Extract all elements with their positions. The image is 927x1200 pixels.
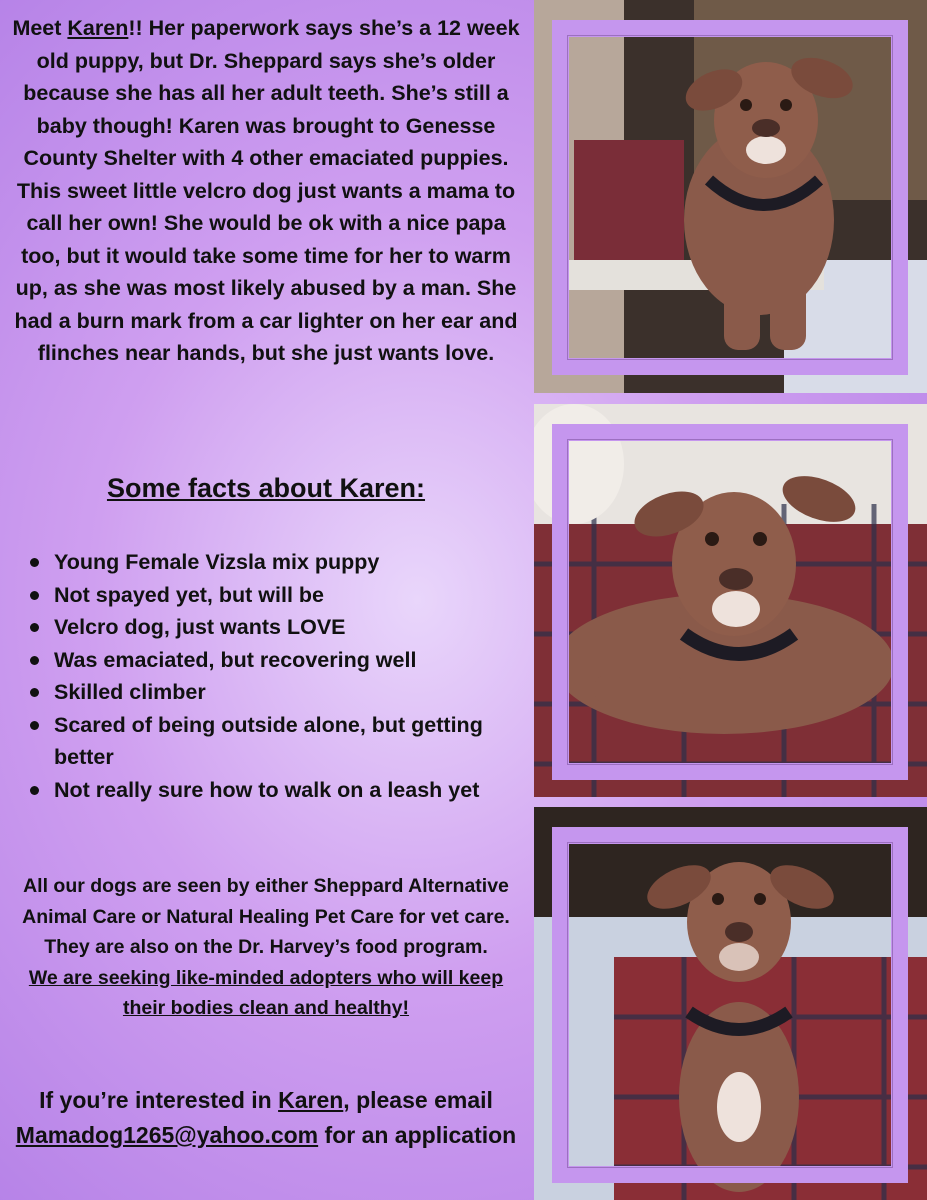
bullet-icon (30, 656, 39, 665)
intro-text-body: !! Her paperwork says she’s a 12 week old puppy, but Dr. Sheppard says she’s older because she has all her adult teeth. She’s still a baby though! Karen was brought to Genesse County Shelter with 4 other emaciated puppies. This sweet little velcro dog just wants a mama to call her own! She would be ok with a nice papa too, but it would take some time for her to warm up, as she was most likely abused by a man. She had a burn mark from a car lighter on her ear and flinches near hands, but she just wants love. (14, 16, 520, 365)
vet-care-paragraph (10, 871, 522, 1024)
fact-item: Scared of being outside alone, but getting better (26, 709, 516, 774)
adopter-requirement: We are seeking like-minded adopters who will keep their bodies clean and healthy! (28, 966, 504, 1019)
photo-frame (552, 424, 908, 780)
dog-photo-2 (534, 404, 927, 797)
contact-paragraph: If you’re interested in Karen, please email Mamadog1265@yahoo.com for an application (15, 1087, 517, 1148)
facts-heading: Some facts about Karen: (106, 473, 426, 503)
fact-item: Skilled climber (26, 676, 516, 709)
fact-item: Not spayed yet, but will be (26, 579, 516, 612)
bullet-icon (30, 721, 39, 730)
dog-photo-1 (534, 0, 927, 393)
intro-paragraph (10, 12, 522, 370)
email-link[interactable]: Mamadog1265@yahoo.com (15, 1122, 319, 1148)
vet-care-text: All our dogs are seen by either Sheppard Alternative Animal Care or Natural Healing Pet Care for vet care. They are also on the Dr. Harvey’s food program. (22, 875, 510, 958)
bullet-icon (30, 688, 39, 697)
facts-list (26, 546, 516, 806)
photo-frame (552, 827, 908, 1183)
fact-item: Not really sure how to walk on a leash yet (26, 774, 516, 807)
intro-text-start: Meet (12, 16, 68, 40)
bullet-icon (30, 623, 39, 632)
dog-name: Karen (67, 16, 129, 40)
bullet-icon (30, 591, 39, 600)
fact-item: Velcro dog, just wants LOVE (26, 611, 516, 644)
fact-item: Young Female Vizsla mix puppy (26, 546, 516, 579)
bullet-icon (30, 558, 39, 567)
dog-name: Karen (278, 1087, 344, 1113)
bullet-icon (30, 786, 39, 795)
photo-frame (552, 20, 908, 375)
dog-photo-3 (534, 807, 927, 1200)
fact-item: Was emaciated, but recovering well (26, 644, 516, 677)
